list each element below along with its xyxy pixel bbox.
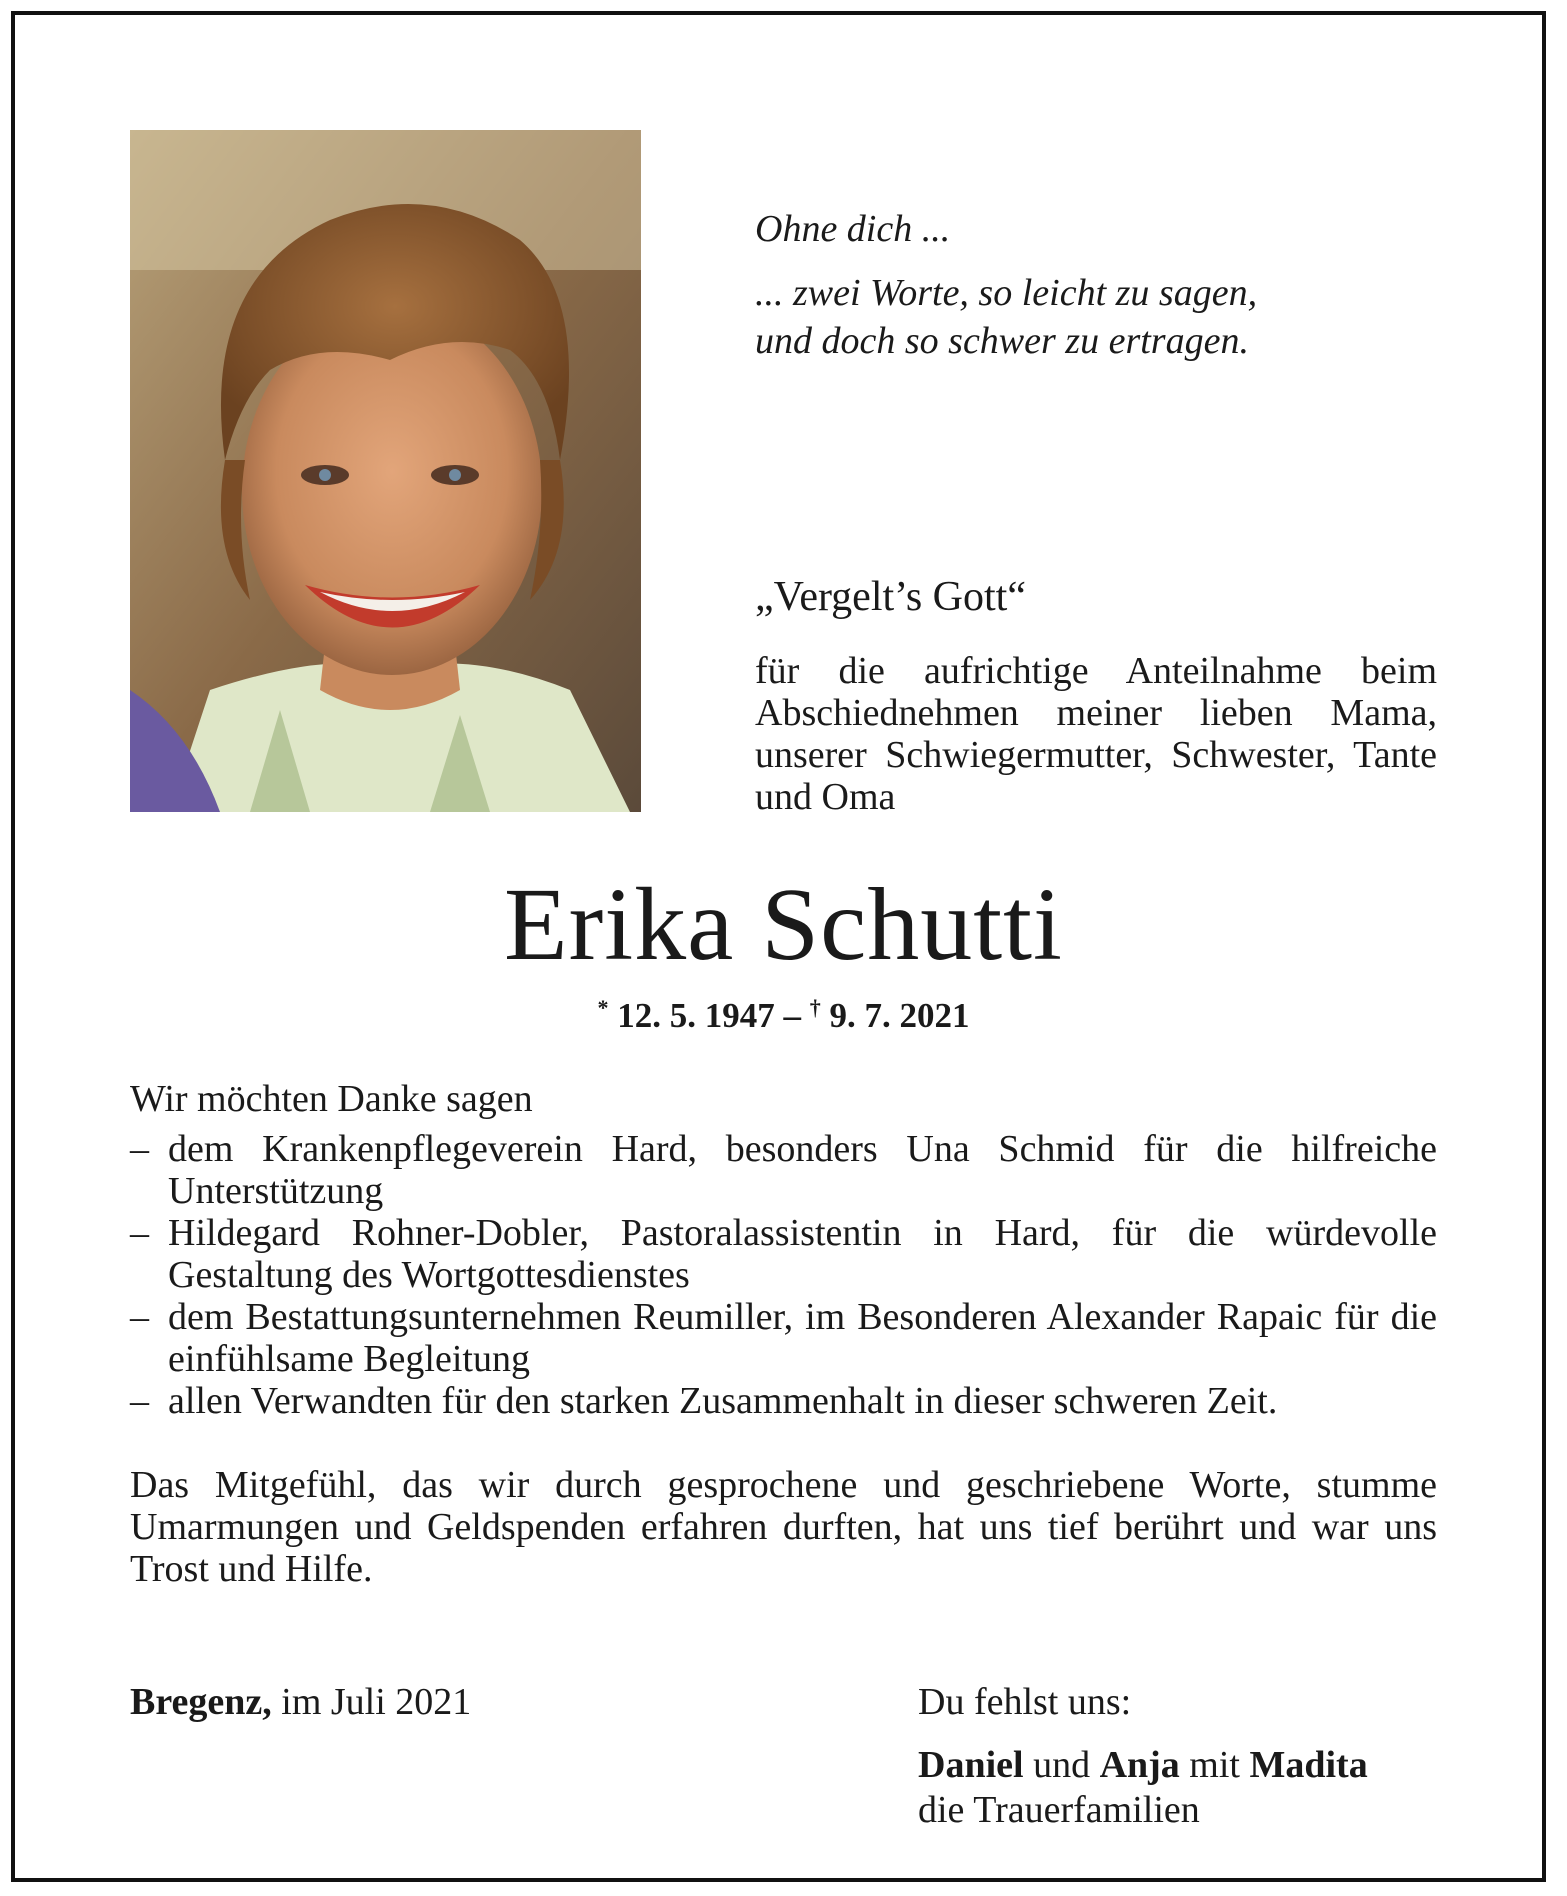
birth-symbol: * <box>597 995 609 1020</box>
deceased-name: Erika Schutti <box>504 867 1063 982</box>
name-madita: Madita <box>1249 1744 1368 1786</box>
list-item: – allen Verwandten für den starken Zusammenhalt in dieser schweren Zeit. <box>130 1380 1437 1422</box>
name-anja: Anja <box>1099 1744 1180 1786</box>
death-date: 9. 7. 2021 <box>829 996 970 1035</box>
poem-line-3: und doch so schwer zu ertragen. <box>755 320 1249 362</box>
and-word: und <box>1033 1744 1091 1786</box>
acknowledgements <box>130 1078 1437 1590</box>
poem-line-1: Ohne dich ... <box>755 208 951 250</box>
birth-date: 12. 5. 1947 <box>617 996 775 1035</box>
date-separator: – <box>774 996 810 1035</box>
death-symbol: † <box>809 995 821 1020</box>
life-dates <box>0 995 1567 1036</box>
closing-paragraph: Das Mitgefühl, das wir durch gesprochene und geschriebene Worte, stumme Umarmungen und Geldspenden erfahren durften, hat uns tief berührt und war uns Trost und Hilfe. <box>130 1464 1437 1590</box>
date: im Juli 2021 <box>281 1681 472 1723</box>
list-item: – Hildegard Rohner-Dobler, Pastoralassistentin in Hard, für die würdevolle Gestaltung des Wortgottesdienstes <box>130 1212 1437 1296</box>
acknowledgements-list <box>130 1128 1437 1422</box>
with-word: mit <box>1189 1744 1240 1786</box>
poem-line-2: ... zwei Worte, so leicht zu sagen, <box>755 272 1258 314</box>
family-names <box>918 1743 1368 1788</box>
poem <box>755 205 1475 365</box>
families-line: die Trauerfamilien <box>918 1789 1200 1831</box>
name-daniel: Daniel <box>918 1744 1024 1786</box>
place-date <box>130 1680 471 1724</box>
thanks-heading: „Vergelt’s Gott“ <box>755 574 1026 620</box>
portrait-photo <box>130 130 641 812</box>
place: Bregenz, <box>130 1681 272 1723</box>
signature-block <box>918 1680 1368 1833</box>
list-item: – dem Bestattungsunternehmen Reumiller, im Besonderen Alexander Rapaic für die einfühlsame Begleitung <box>130 1296 1437 1380</box>
list-item: – dem Krankenpflegeverein Hard, besonders Una Schmid für die hilfreiche Unterstützung <box>130 1128 1437 1212</box>
missed-line: Du fehlst uns: <box>918 1681 1132 1723</box>
acknowledgements-intro: Wir möchten Danke sagen <box>130 1078 533 1120</box>
thanks-text: für die aufrichtige Anteilnahme beim Abschiednehmen meiner lieben Mama, unserer Schwiegermutter, Schwester, Tante und Oma <box>755 650 1437 818</box>
